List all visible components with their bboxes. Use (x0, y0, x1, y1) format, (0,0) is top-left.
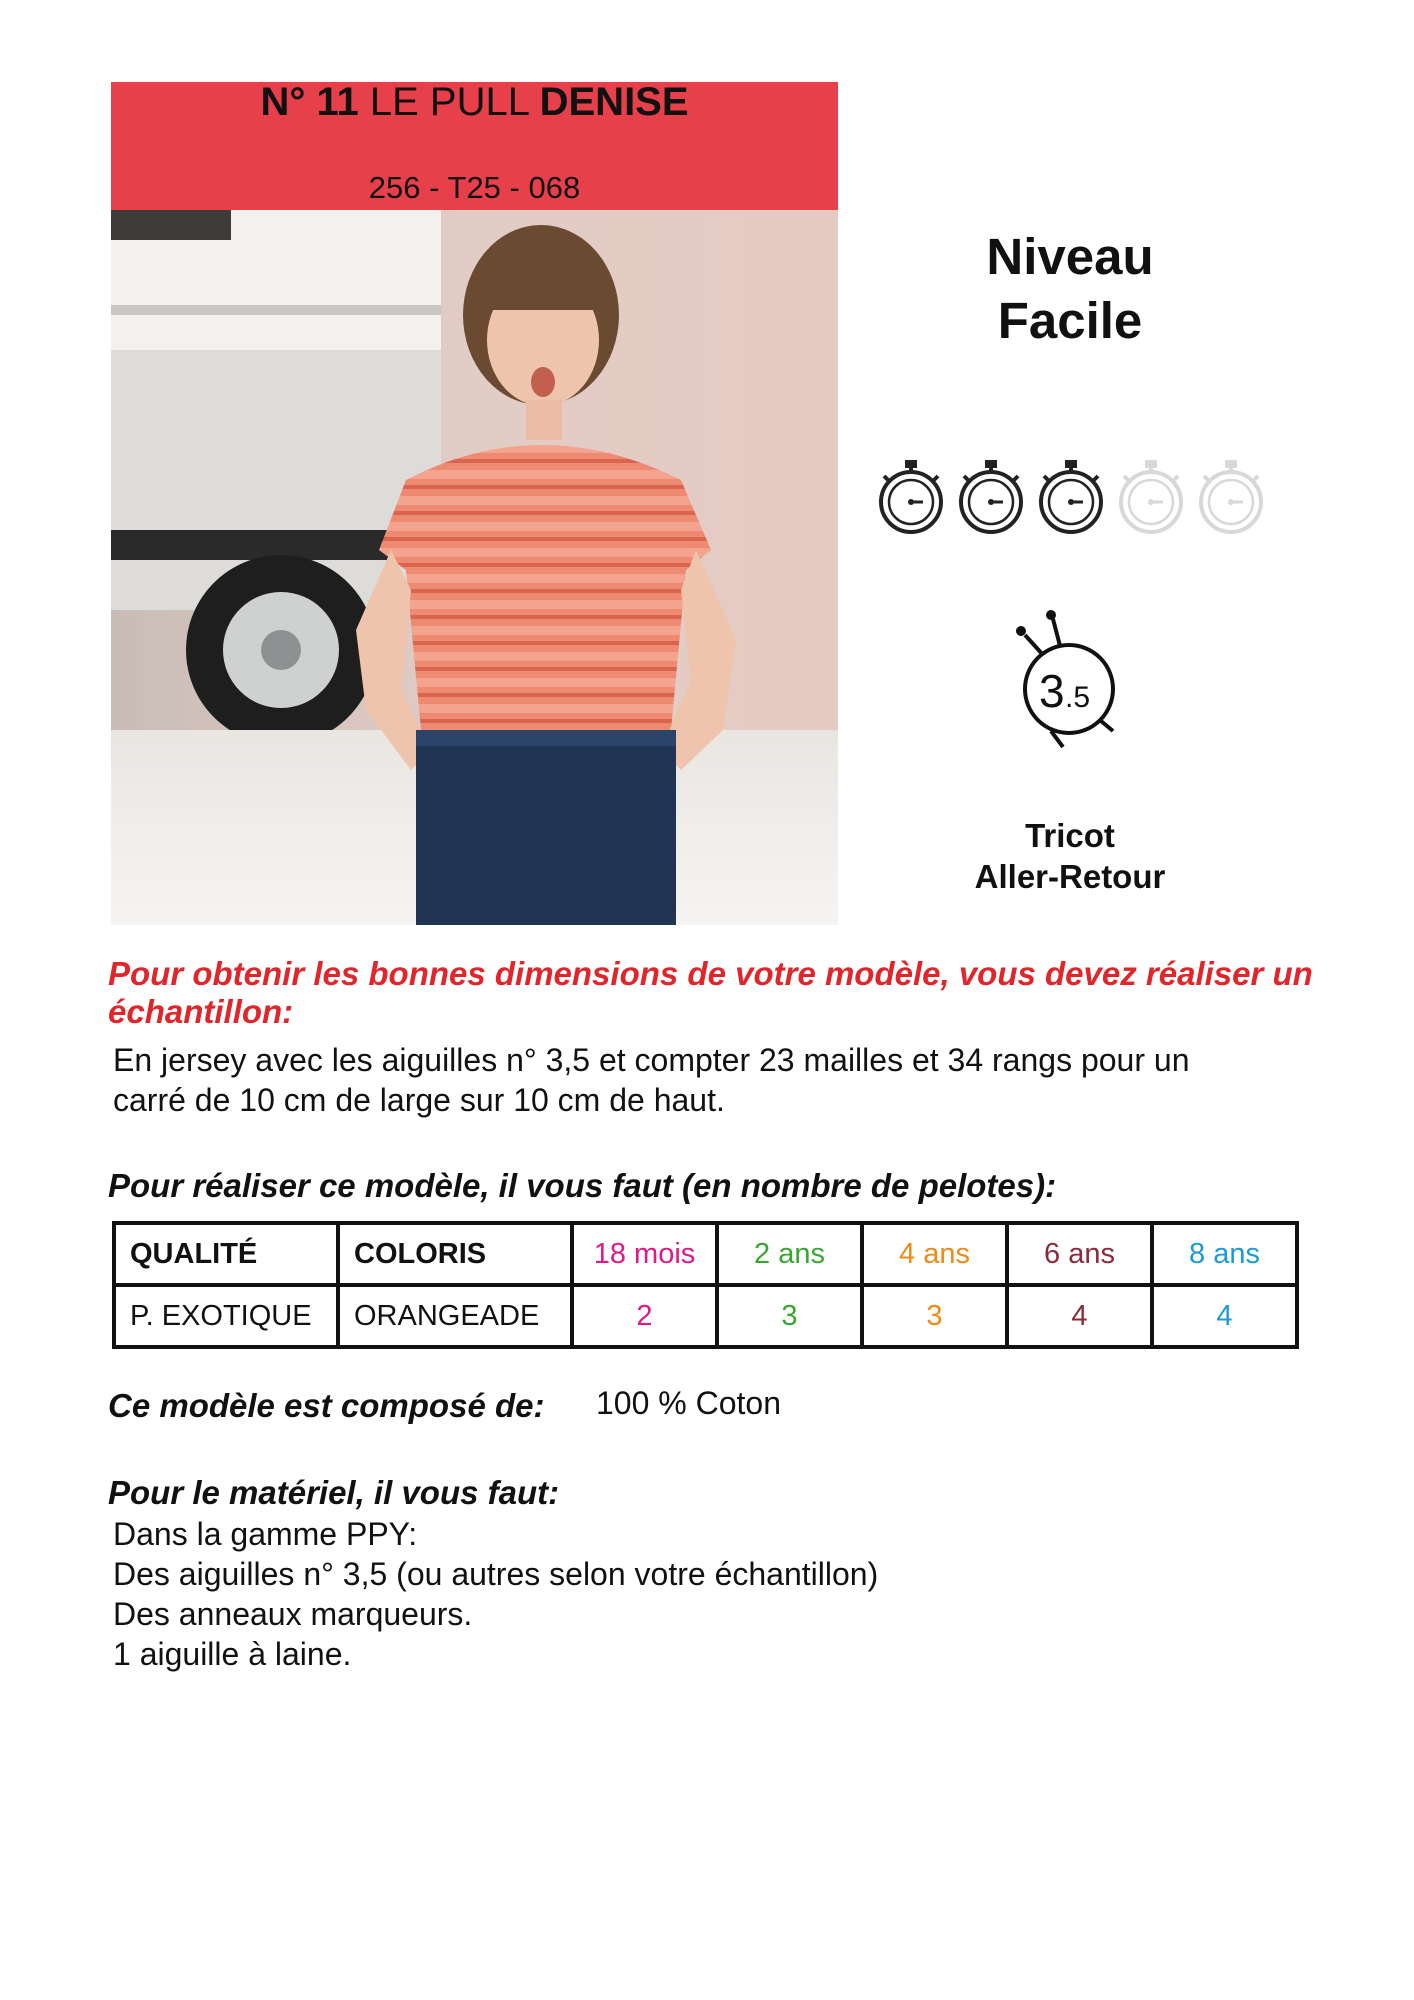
gauge-line-1: En jersey avec les aiguilles n° 3,5 et compter 23 mailles et 34 rangs pour un (113, 1042, 1190, 1078)
col-size: 4 ans (862, 1223, 1007, 1285)
qty-cell: 3 (717, 1285, 862, 1347)
composition-value: 100 % Coton (596, 1385, 782, 1421)
difficulty-level (920, 225, 1220, 353)
col-size: 2 ans (717, 1223, 862, 1285)
list-item: Des anneaux marqueurs. (113, 1596, 473, 1632)
list-item: Des aiguilles n° 3,5 (ou autres selon votre échantillon) (113, 1556, 879, 1592)
table-row (114, 1285, 1297, 1347)
color-cell: ORANGEADE (338, 1285, 572, 1347)
quality-cell: P. EXOTIQUE (114, 1285, 338, 1347)
pattern-reference: 256 - T25 - 068 (368, 170, 581, 205)
pattern-number: N° 11 (260, 80, 359, 124)
col-size: 18 mois (572, 1223, 717, 1285)
difficulty-label: Niveau (986, 228, 1154, 285)
time-rating (866, 452, 1266, 540)
knitting-needle-icon (1003, 605, 1133, 755)
col-quality: QUALITÉ (114, 1223, 338, 1285)
yarn-table-header-row (114, 1223, 1297, 1285)
photo-illustration (111, 210, 838, 925)
child-knit-top-photo (111, 210, 838, 925)
technique-line-1: Tricot (1025, 817, 1115, 854)
col-color: COLORIS (338, 1223, 572, 1285)
technique-line-2: Aller-Retour (974, 858, 1166, 895)
needle-size-main: 3 (1039, 665, 1065, 717)
qty-cell: 4 (1007, 1285, 1152, 1347)
title-banner (111, 82, 838, 210)
technique (920, 815, 1220, 897)
qty-cell: 4 (1152, 1285, 1297, 1347)
needle-size-badge (1003, 605, 1133, 755)
yarn-heading: Pour réaliser ce modèle, il vous faut (en nombre de pelotes): (108, 1167, 1057, 1204)
materials-list (113, 1514, 878, 1674)
stopwatch-icon (1121, 460, 1181, 532)
pattern-name: DENISE (539, 80, 689, 124)
list-item: Dans la gamme PPY: (113, 1516, 418, 1552)
composition-heading: Ce modèle est composé de: (108, 1387, 545, 1424)
stopwatch-icon (961, 460, 1021, 532)
yarn-table (112, 1221, 1299, 1349)
stopwatch-icon (1041, 460, 1101, 532)
qty-cell: 3 (862, 1285, 1007, 1347)
gauge-instructions (113, 1040, 1363, 1120)
pattern-title (111, 82, 838, 122)
materials-heading: Pour le matériel, il vous faut: (108, 1474, 560, 1511)
stopwatch-icon (881, 460, 941, 532)
needle-size-decimal: .5 (1065, 681, 1091, 714)
col-size: 6 ans (1007, 1223, 1152, 1285)
gauge-line-2: carré de 10 cm de large sur 10 cm de haut. (113, 1082, 725, 1118)
col-size: 8 ans (1152, 1223, 1297, 1285)
stopwatch-row (866, 452, 1266, 540)
stopwatch-icon (1201, 460, 1261, 532)
difficulty-value: Facile (997, 292, 1143, 349)
pattern-name-prefix: LE PULL (369, 80, 529, 124)
gauge-heading: Pour obtenir les bonnes dimensions de votre modèle, vous devez réaliser un échantillon: (108, 955, 1313, 1030)
qty-cell: 2 (572, 1285, 717, 1347)
list-item: 1 aiguille à laine. (113, 1636, 352, 1672)
